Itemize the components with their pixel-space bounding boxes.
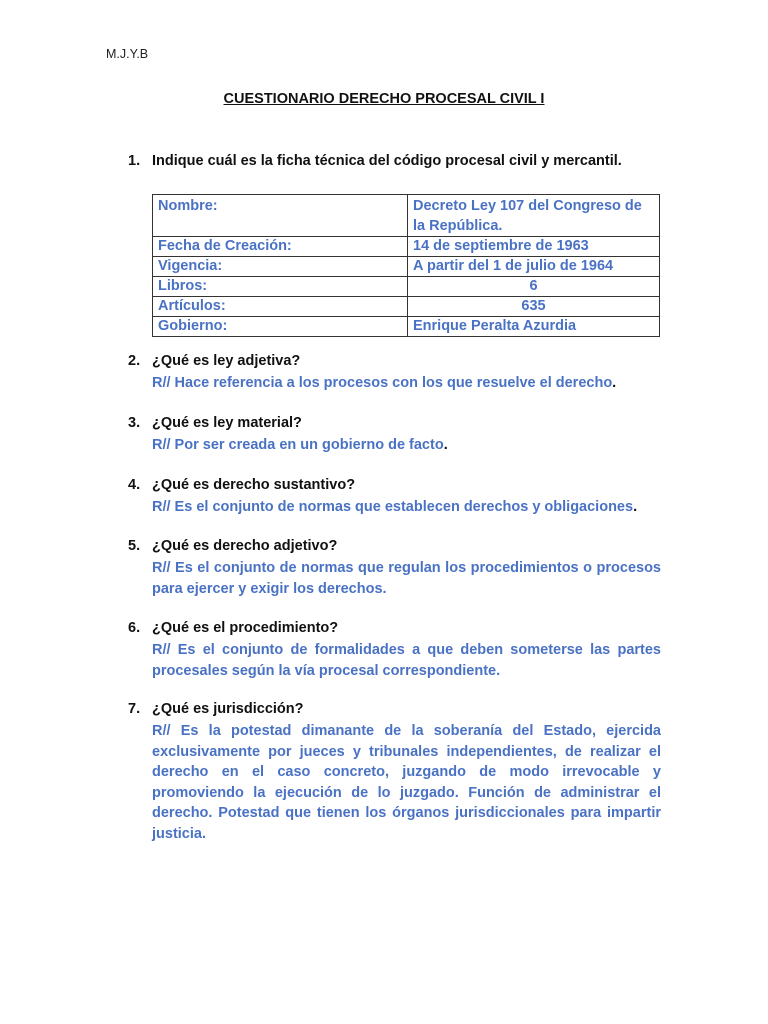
- answer-4: [152, 497, 661, 518]
- document-title: CUESTIONARIO DERECHO PROCESAL CIVIL I: [223, 91, 545, 107]
- ficha-value: 6: [408, 277, 660, 297]
- question-6: [128, 620, 338, 636]
- table-row: [153, 257, 660, 277]
- question-2: [128, 353, 300, 369]
- question-text: ¿Qué es jurisdicción?: [152, 701, 304, 717]
- question-text: ¿Qué es ley material?: [152, 415, 302, 431]
- question-number: 7.: [128, 701, 141, 717]
- ficha-label: Fecha de Creación:: [153, 237, 408, 257]
- ficha-tecnica-table: [152, 194, 660, 337]
- question-text: ¿Qué es derecho adjetivo?: [152, 538, 338, 554]
- answer-7: R// Es la potestad dimanante de la soberanía del Estado, ejercida exclusivamente por jueces y tribunales independientes, de realizar el derecho en el caso concreto, juzgando de modo irrevocable y promoviendo la ejecución de lo juzgado. Función de administrar el derecho. Potestad que tienen los órganos jurisdiccionales para impartir justicia.: [152, 723, 661, 842]
- table-row: [153, 317, 660, 337]
- ficha-label: Libros:: [153, 277, 408, 297]
- ficha-value: 635: [408, 297, 660, 317]
- answer-6: R// Es el conjunto de formalidades a que deben someterse las partes procesales según la vía procesal correspondiente.: [152, 642, 661, 679]
- question-1: [128, 153, 622, 169]
- table-row: [153, 195, 660, 237]
- ficha-label: Gobierno:: [153, 317, 408, 337]
- answer-text: R// Es el conjunto de normas que establecen derechos y obligaciones: [152, 499, 634, 515]
- question-5: [128, 538, 337, 554]
- ficha-value: Enrique Peralta Azurdia: [408, 317, 660, 337]
- question-text: ¿Qué es ley adjetiva?: [152, 353, 301, 369]
- question-text: ¿Qué es derecho sustantivo?: [152, 477, 356, 493]
- question-number: 5.: [128, 538, 141, 554]
- question-number: 1.: [128, 153, 141, 169]
- answer-text: R// Por ser creada en un gobierno de facto: [152, 437, 444, 453]
- ficha-value: Decreto Ley 107 del Congreso de la República.: [408, 195, 660, 237]
- question-text: ¿Qué es el procedimiento?: [152, 620, 339, 636]
- question-3: [128, 415, 302, 431]
- ficha-value: A partir del 1 de julio de 1964: [408, 257, 660, 277]
- answer-period: .: [612, 375, 617, 391]
- answer-period: .: [633, 499, 638, 515]
- answer-2: [152, 373, 661, 394]
- table-row: [153, 277, 660, 297]
- question-number: 4.: [128, 477, 141, 493]
- ficha-value: 14 de septiembre de 1963: [408, 237, 660, 257]
- question-number: 3.: [128, 415, 141, 431]
- question-4: [128, 477, 355, 493]
- question-text: Indique cuál es la ficha técnica del código procesal civil y mercantil.: [152, 153, 622, 169]
- ficha-label: Vigencia:: [153, 257, 408, 277]
- question-7: [128, 701, 303, 717]
- ficha-label: Nombre:: [153, 195, 408, 237]
- ficha-label: Artículos:: [153, 297, 408, 317]
- question-number: 6.: [128, 620, 141, 636]
- answer-text: R// Hace referencia a los procesos con los que resuelve el derecho: [152, 375, 613, 391]
- author-initials: M.J.Y.B: [106, 47, 149, 61]
- table-row: [153, 237, 660, 257]
- answer-period: .: [443, 437, 448, 453]
- question-number: 2.: [128, 353, 141, 369]
- answer-5: R// Es el conjunto de normas que regulan los procedimientos o procesos para ejercer y exigir los derechos.: [152, 560, 661, 597]
- table-row: [153, 297, 660, 317]
- answer-3: [152, 435, 661, 456]
